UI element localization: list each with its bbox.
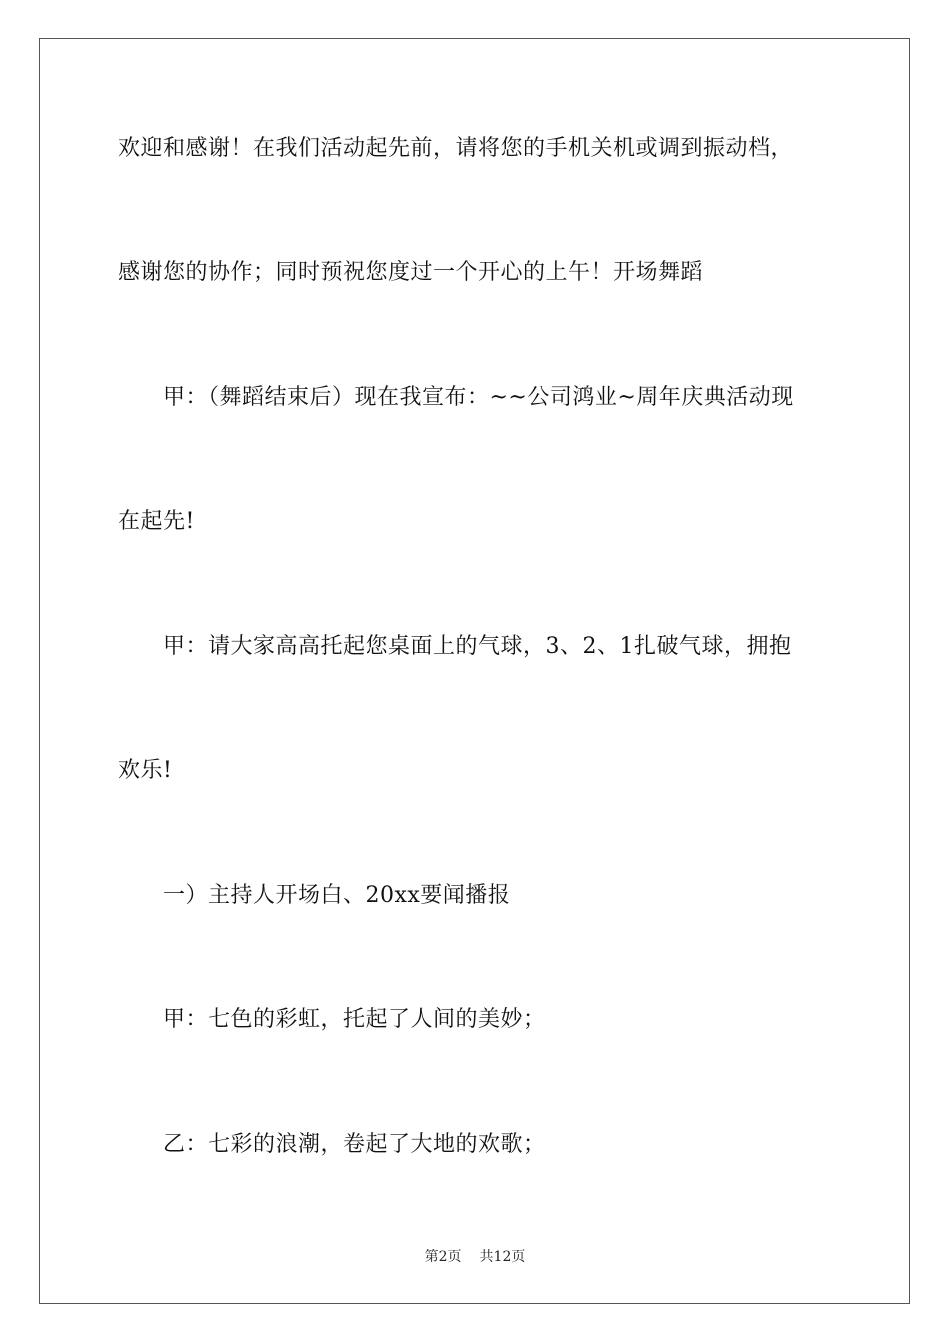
body-line-9: 乙：七彩的浪潮，卷起了大地的欢歌；	[163, 1132, 546, 1157]
section-heading: 一）主持人开场白、20xx要闻播报	[163, 883, 511, 908]
page-border	[39, 38, 910, 1304]
body-line-2: 感谢您的协作；同时预祝您度过一个开心的上午！开场舞蹈	[118, 260, 704, 285]
body-line-5: 甲：请大家高高托起您桌面上的气球，3、2、1扎破气球，拥抱	[163, 634, 792, 659]
body-line-3: 甲：（舞蹈结束后）现在我宣布：~~公司鸿业~周年庆典活动现	[163, 385, 794, 410]
body-line-4: 在起先!	[118, 509, 195, 534]
body-line-1: 欢迎和感谢！在我们活动起先前，请将您的手机关机或调到振动档，	[118, 136, 794, 161]
page-number: 第2页	[424, 1249, 462, 1265]
page-footer	[0, 1248, 950, 1266]
body-line-6: 欢乐!	[118, 758, 173, 783]
body-line-8: 甲：七色的彩虹，托起了人间的美妙；	[163, 1007, 546, 1032]
page-total: 共12页	[479, 1249, 526, 1265]
